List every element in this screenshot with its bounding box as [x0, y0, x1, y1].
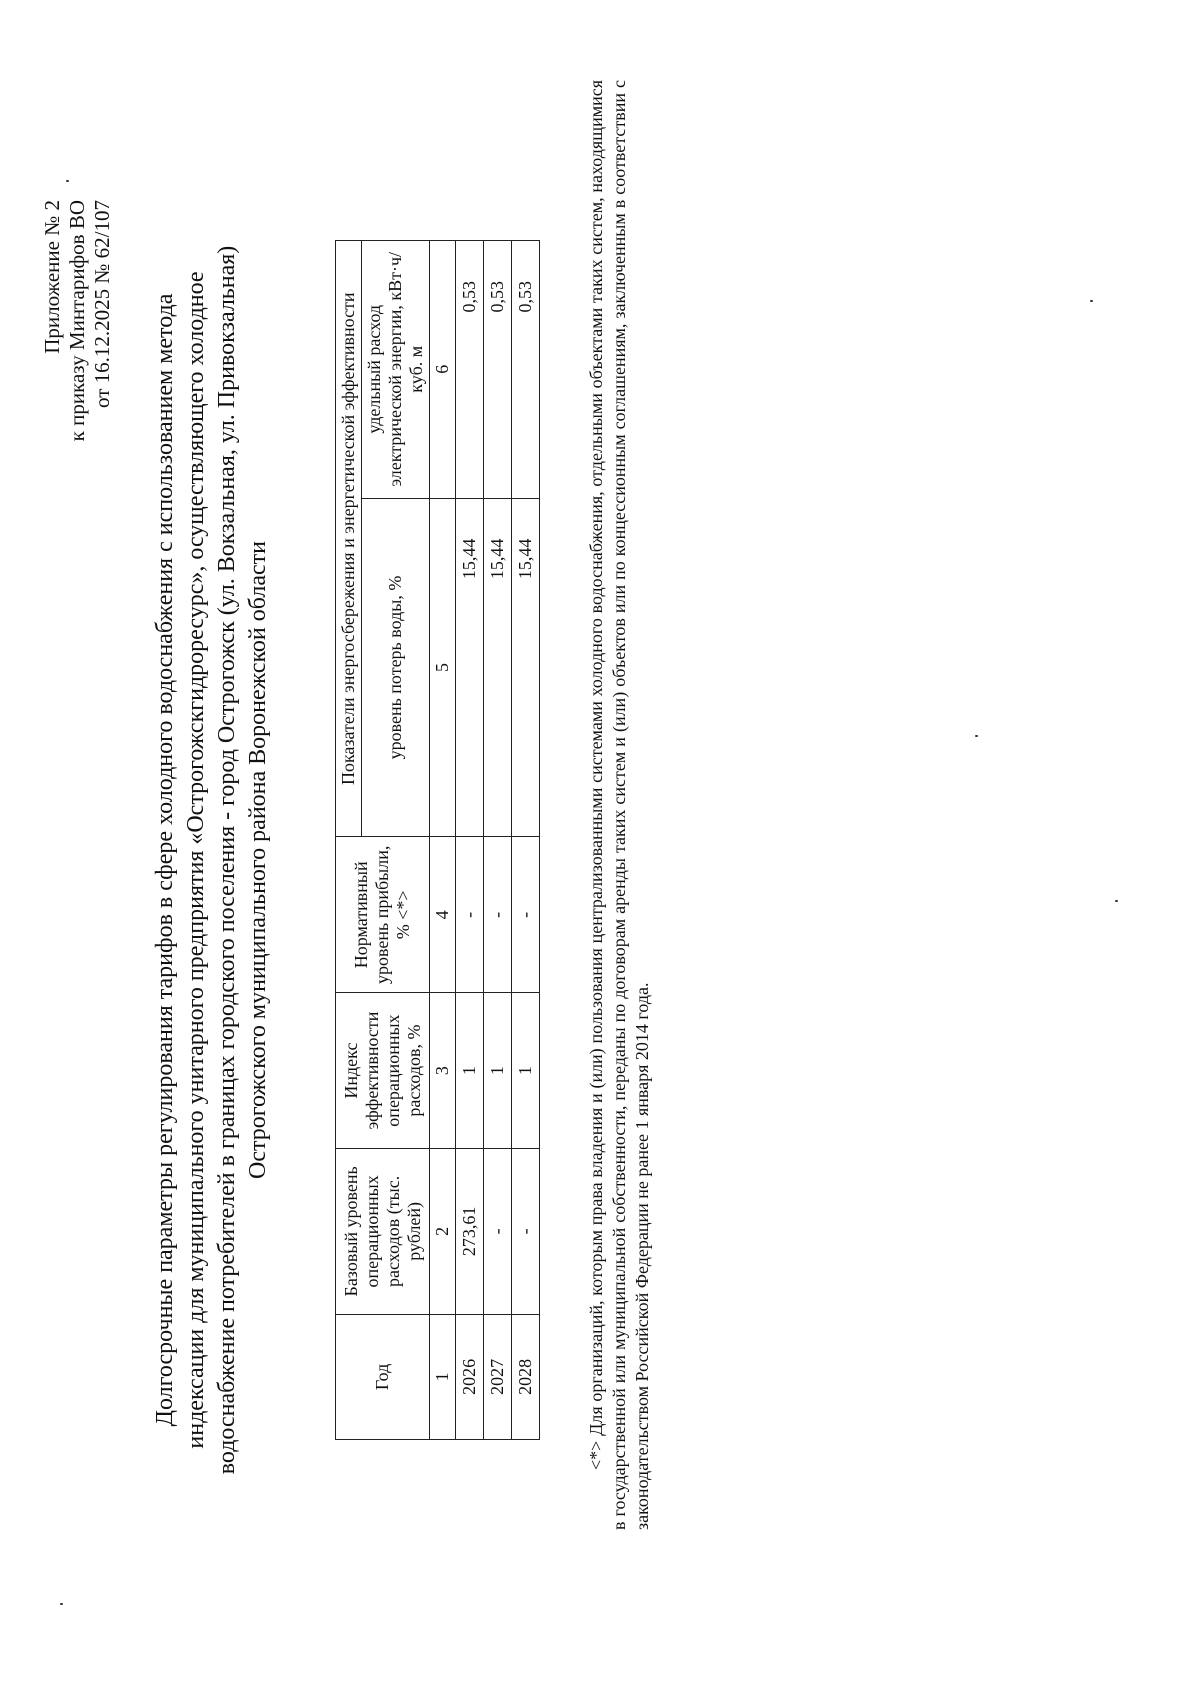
document-title: [150, 240, 274, 1480]
cell-electricity-consumption: 0,53: [456, 241, 484, 499]
header-normative-profit: Нормативный уровень прибыли, % <*>: [336, 837, 430, 993]
table-header-row: [336, 241, 362, 1440]
scan-speck: [975, 735, 978, 737]
cell-efficiency-index: 1: [512, 993, 540, 1149]
header-energy-group: Показатели энергосбережения и энергетической эффективности: [336, 241, 362, 837]
header-water-loss: уровень потерь воды, %: [362, 498, 430, 837]
cell-year: 2028: [512, 1314, 540, 1439]
cell-year: 2026: [456, 1314, 484, 1439]
column-number: 6: [430, 241, 456, 499]
appendix-date: от 16.12.2025 № 62/107: [90, 200, 114, 409]
column-number: 2: [430, 1148, 456, 1314]
header-electricity-consumption: удельный расход электрической энергии, кВт·ч/куб. м: [362, 241, 430, 499]
table-row: [484, 241, 512, 1440]
table-row: [456, 241, 484, 1440]
cell-year: 2027: [484, 1314, 512, 1439]
title-line-4: Острогожского муниципального района Воронежской области: [245, 541, 271, 1179]
header-base-level: Базовый уровень операционных расходов (тыс. рублей): [336, 1148, 430, 1314]
cell-normative-profit: -: [512, 837, 540, 993]
appendix-reference: [40, 200, 115, 441]
cell-base-level: -: [484, 1148, 512, 1314]
parameters-table: [335, 240, 540, 1440]
footnote: [585, 80, 654, 1530]
cell-electricity-consumption: 0,53: [512, 241, 540, 499]
cell-water-loss: 15,44: [484, 498, 512, 837]
cell-normative-profit: -: [456, 837, 484, 993]
cell-efficiency-index: 1: [456, 993, 484, 1149]
document-page: [40, 60, 1140, 1620]
footnote-text: <*> Для организаций, которым права владения и (или) пользования централизованными системами холодного водоснабжения, отдельными объектами таких систем, находящимися в государственной или муниципальной собственности, переданы по договорам аренды таких систем и (или) объектов или по концессионным соглашениям, заключенным в соответствии с законодательством Российской Федерации не ранее 1 января 2014 года.: [586, 80, 652, 1530]
scan-speck: [1115, 900, 1118, 902]
cell-normative-profit: -: [484, 837, 512, 993]
appendix-number: Приложение № 2: [40, 200, 64, 354]
column-number: 5: [430, 498, 456, 837]
header-year: Год: [336, 1314, 430, 1439]
cell-base-level: 273,61: [456, 1148, 484, 1314]
cell-electricity-consumption: 0,53: [484, 241, 512, 499]
cell-water-loss: 15,44: [512, 498, 540, 837]
scan-speck: [60, 1603, 63, 1605]
header-efficiency-index: Индекс эффективности операционных расходов, %: [336, 993, 430, 1149]
table-row: [512, 241, 540, 1440]
title-line-1: Долгосрочные параметры регулирования тарифов в сфере холодного водоснабжения с использованием метода: [152, 293, 178, 1427]
appendix-order: к приказу Минтарифов ВО: [65, 200, 89, 442]
column-number: 4: [430, 837, 456, 993]
title-line-3: водоснабжение потребителей в границах городского поселения - город Острогожск (ул. Вокзальная, ул. Привокзальная): [214, 245, 240, 1475]
scan-speck: [1090, 300, 1093, 302]
scan-speck: [66, 180, 69, 182]
cell-water-loss: 15,44: [456, 498, 484, 837]
cell-efficiency-index: 1: [484, 993, 512, 1149]
column-number: 3: [430, 993, 456, 1149]
table-column-numbers: [430, 241, 456, 1440]
column-number: 1: [430, 1314, 456, 1439]
cell-base-level: -: [512, 1148, 540, 1314]
title-line-2: индексации для муниципального унитарного предприятия «Острогожскгидроресурс», осуществляющего холодное: [183, 271, 209, 1449]
